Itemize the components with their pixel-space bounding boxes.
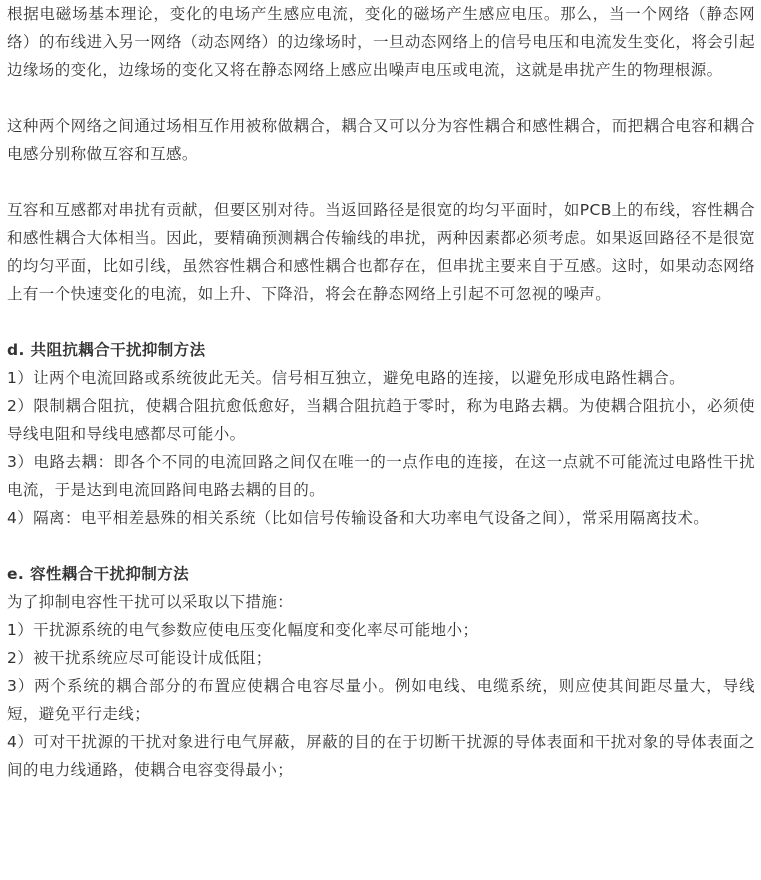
- paragraph-gap: [7, 308, 755, 336]
- section-e-item-1: 1）干扰源系统的电气参数应使电压变化幅度和变化率尽可能地小；: [7, 621, 479, 639]
- section-d-item-3: 3）电路去耦：即各个不同的电流回路之间仅在唯一的一点作电的连接，在这一点就不可能流过电路性干扰电流，于是达到电流回路间电路去耦的目的。: [7, 453, 755, 499]
- section-e-item-3: 3）两个系统的耦合部分的布置应使耦合电容尽量小。例如电线、电缆系统，则应使其间距尽量大，导线短，避免平行走线；: [7, 677, 755, 723]
- paragraph-gap: [7, 168, 755, 196]
- section-d-item-1: 1）让两个电流回路或系统彼此无关。信号相互独立，避免电路的连接，以避免形成电路性耦合。: [7, 369, 686, 387]
- section-e-heading: e. 容性耦合干扰抑制方法: [7, 565, 189, 583]
- section-e-intro: 为了抑制电容性干扰可以采取以下措施：: [7, 593, 294, 611]
- section-d-heading: d. 共阻抗耦合干扰抑制方法: [7, 341, 206, 359]
- paragraph-gap: [7, 84, 755, 112]
- section-e: [7, 560, 755, 784]
- section-d-item-2: 2）限制耦合阻抗，使耦合阻抗愈低愈好，当耦合阻抗趋于零时，称为电路去耦。为使耦合阻抗小，必须使导线电阻和导线电感都尽可能小。: [7, 397, 755, 443]
- section-d: [7, 336, 755, 532]
- paragraph-gap: [7, 532, 755, 560]
- section-e-item-2: 2）被干扰系统应尽可能设计成低阻；: [7, 649, 272, 667]
- intro-paragraph-3: 互容和互感都对串扰有贡献，但要区别对待。当返回路径是很宽的均匀平面时，如PCB上的布线，容性耦合和感性耦合大体相当。因此，要精确预测耦合传输线的串扰，两种因素都必须考虑。如果返回路径不是很宽的均匀平面，比如引线，虽然容性耦合和感性耦合也都存在，但串扰主要来自于互感。这时，如果动态网络上有一个快速变化的电流，如上升、下降沿，将会在静态网络上引起不可忽视的噪声。: [7, 201, 755, 303]
- section-e-item-4: 4）可对干扰源的干扰对象进行电气屏蔽，屏蔽的目的在于切断干扰源的导体表面和干扰对象的导体表面之间的电力线通路，使耦合电容变得最小；: [7, 733, 755, 779]
- section-d-item-4: 4）隔离：电平相差悬殊的相关系统（比如信号传输设备和大功率电气设备之间），常采用隔离技术。: [7, 509, 710, 527]
- intro-paragraph-2: 这种两个网络之间通过场相互作用被称做耦合，耦合又可以分为容性耦合和感性耦合，而把耦合电容和耦合电感分别称做互容和互感。: [7, 117, 755, 163]
- intro-paragraph-1: 根据电磁场基本理论，变化的电场产生感应电流，变化的磁场产生感应电压。那么，当一个网络（静态网络）的布线进入另一网络（动态网络）的边缘场时，一旦动态网络上的信号电压和电流发生变化，将会引起边缘场的变化，边缘场的变化又将在静态网络上感应出噪声电压或电流，这就是串扰产生的物理根源。: [7, 5, 755, 79]
